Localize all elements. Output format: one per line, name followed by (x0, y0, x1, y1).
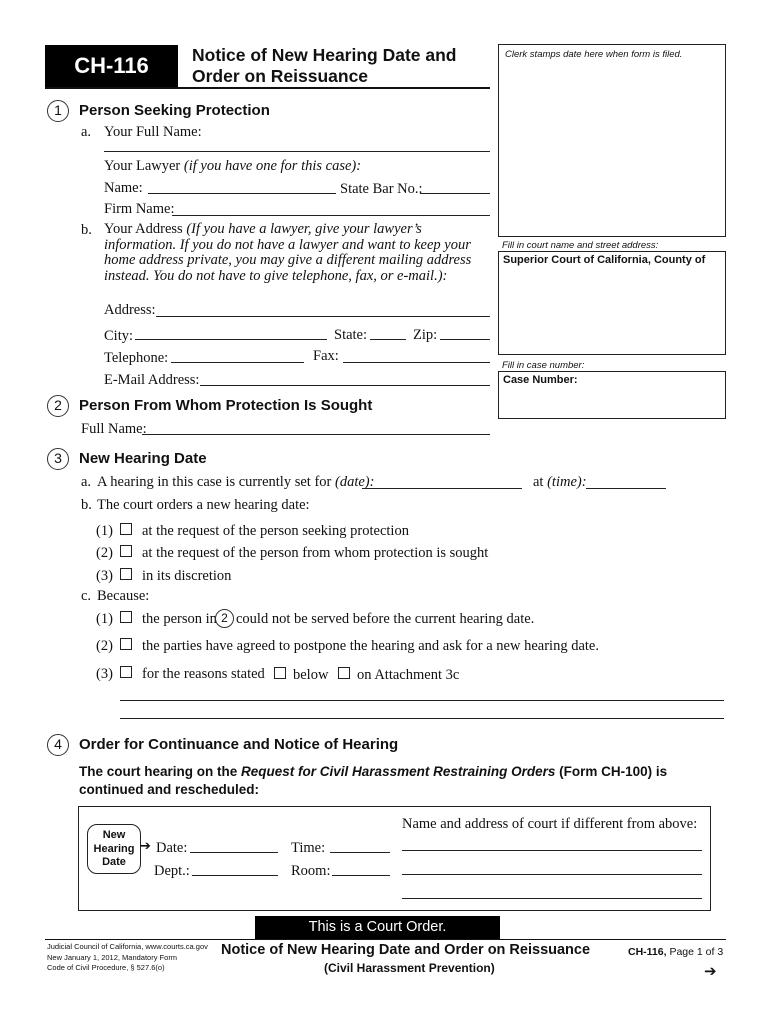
s1-fax-field[interactable] (343, 362, 490, 363)
s1-firm-label: Firm Name: (104, 201, 175, 217)
s4-dept-label: Dept.: (154, 863, 190, 879)
next-page-arrow-icon: ➔ (704, 962, 717, 980)
s4-time-field[interactable] (330, 852, 390, 853)
s3-c-text: Because: (97, 588, 150, 604)
s1-telephone-label: Telephone: (104, 350, 169, 366)
s4-date-field[interactable] (190, 852, 278, 853)
s1-full-name-label: Your Full Name: (104, 124, 202, 140)
court-name: Superior Court of California, County of (503, 254, 706, 266)
badge-arrow-icon: ➔ (140, 839, 151, 854)
s2-full-name-label: Full Name: (81, 421, 147, 437)
s3-c-label: c. (81, 588, 92, 604)
s3-c1-checkbox[interactable] (120, 611, 132, 623)
s4-time-label: Time: (291, 840, 326, 856)
footer-page-info: CH-116, Page 1 of 3 (628, 946, 724, 958)
s3-b2-checkbox[interactable] (120, 545, 132, 557)
s4-dept-field[interactable] (192, 875, 278, 876)
s1-state-label: State: (334, 327, 368, 343)
footer-rule (45, 939, 726, 940)
section-1-number: 1 (47, 100, 69, 122)
s1-address-field[interactable] (156, 316, 490, 317)
s1-lawyer-name-label: Name: (104, 180, 143, 196)
s3-c3-num: (3) (96, 666, 113, 682)
s1-telephone-field[interactable] (171, 362, 304, 363)
s3-c1-num: (1) (96, 611, 113, 627)
s1-bar-label: State Bar No.: (340, 181, 423, 197)
s3-b1-checkbox[interactable] (120, 523, 132, 535)
s1-email-label: E-Mail Address: (104, 372, 200, 388)
s3-b2-text: at the request of the person from whom protection is sought (142, 545, 489, 561)
clerk-stamp-box[interactable] (498, 44, 726, 237)
clerk-note: Clerk stamps date here when form is filed. (505, 49, 683, 60)
s3-c3-text: for the reasons stated (142, 666, 265, 682)
section-4-title: Order for Continuance and Notice of Hearing (79, 736, 399, 753)
s3-b2-num: (2) (96, 545, 113, 561)
s3-a-label: a. (81, 474, 92, 490)
s1-address-label: Address: (104, 302, 156, 318)
court-name-box[interactable] (498, 251, 726, 355)
s4-court-diff-label: Name and address of court if different from above: (402, 816, 698, 832)
s2-full-name-field[interactable] (142, 434, 490, 435)
s4-room-label: Room: (291, 863, 331, 879)
fill-court-label: Fill in court name and street address: (502, 240, 659, 251)
s3-at-time: at (time): (533, 474, 587, 490)
s3-b-text: The court orders a new hearing date: (97, 497, 310, 513)
fill-case-label: Fill in case number: (502, 360, 585, 371)
s1-a-label: a. (81, 124, 92, 140)
s3-b3-num: (3) (96, 568, 113, 584)
s3-c3-below-checkbox[interactable] (274, 667, 286, 679)
s3-c1-text-b: could not be served before the current hearing date. (236, 611, 535, 627)
section-3-number: 3 (47, 448, 69, 470)
footer-subtitle: (Civil Harassment Prevention) (324, 961, 495, 975)
footer-left: Judicial Council of California, www.courts.ca.gov New January 1, 2012, Mandatory Form Code of Civil Procedure, § 527.6(o) (47, 942, 208, 972)
s1-address-instructions: Your Address (If you have a lawyer, give your lawyer’s information. If you do not have a lawyer and want to keep your home address private, you may give a different mailing address instead. You do not have to give telephone, fax, or e-mail.): (104, 221, 472, 284)
case-number-label: Case Number: (503, 374, 578, 386)
section-3-title: New Hearing Date (79, 450, 207, 467)
s4-intro: The court hearing on the Request for Civil Harassment Restraining Orders (Form CH-100) is continued and rescheduled: (79, 764, 668, 797)
s4-court-diff-line-1[interactable] (402, 850, 702, 851)
s4-date-label: Date: (156, 840, 188, 856)
form-title: Notice of New Hearing Date and Order on Reissuance (192, 45, 457, 86)
s3-c2-checkbox[interactable] (120, 638, 132, 650)
form-id-badge (45, 45, 178, 87)
s4-room-field[interactable] (332, 875, 390, 876)
s1-state-field[interactable] (370, 339, 406, 340)
court-order-banner: This is a Court Order. (255, 916, 500, 939)
s1-city-label: City: (104, 328, 134, 344)
s1-b-label: b. (81, 222, 92, 238)
s3-c2-num: (2) (96, 638, 113, 654)
s3-b3-text: in its discretion (142, 568, 232, 584)
s1-lawyer-name-field[interactable] (148, 193, 336, 194)
case-number-box[interactable] (498, 371, 726, 419)
s1-city-field[interactable] (135, 339, 327, 340)
s3-b1-num: (1) (96, 523, 113, 539)
section-2-number: 2 (47, 395, 69, 417)
s1-lawyer-heading: Your Lawyer (if you have one for this case): (104, 158, 362, 174)
s3-b3-checkbox[interactable] (120, 568, 132, 580)
section-1-title: Person Seeking Protection (79, 102, 270, 119)
new-hearing-date-badge: New Hearing Date (87, 824, 141, 874)
s3-c3-attach-label: on Attachment 3c (357, 667, 460, 683)
s4-court-diff-line-3[interactable] (402, 898, 702, 899)
s3-current-time-field[interactable] (586, 488, 666, 489)
s3-reasons-line-1[interactable] (120, 700, 724, 701)
s3-c1-ref-circle: 2 (215, 609, 234, 628)
s3-c3-checkbox[interactable] (120, 666, 132, 678)
s3-a-text: A hearing in this case is currently set for (date): (97, 474, 375, 490)
s1-email-field[interactable] (200, 385, 490, 386)
s1-zip-field[interactable] (440, 339, 490, 340)
s3-b1-text: at the request of the person seeking protection (142, 523, 409, 539)
footer-title: Notice of New Hearing Date and Order on Reissuance (221, 942, 591, 958)
s3-b-label: b. (81, 497, 92, 513)
s4-court-diff-line-2[interactable] (402, 874, 702, 875)
s1-firm-field[interactable] (172, 215, 490, 216)
s1-full-name-field[interactable] (104, 151, 490, 152)
s3-reasons-line-2[interactable] (120, 718, 724, 719)
s1-fax-label: Fax: (313, 348, 339, 364)
s3-c3-attach-checkbox[interactable] (338, 667, 350, 679)
section-4-number: 4 (47, 734, 69, 756)
section-2-title: Person From Whom Protection Is Sought (79, 397, 373, 414)
s1-zip-label: Zip: (413, 327, 438, 343)
form-id: CH-116 (74, 53, 149, 78)
header-rule (45, 87, 490, 89)
s3-current-date-field[interactable] (362, 488, 522, 489)
s3-c1-text-a: the person in (142, 611, 217, 627)
s1-bar-field[interactable] (420, 193, 490, 194)
s3-c3-below-label: below (293, 667, 329, 683)
s3-c2-text: the parties have agreed to postpone the hearing and ask for a new hearing date. (142, 638, 599, 654)
